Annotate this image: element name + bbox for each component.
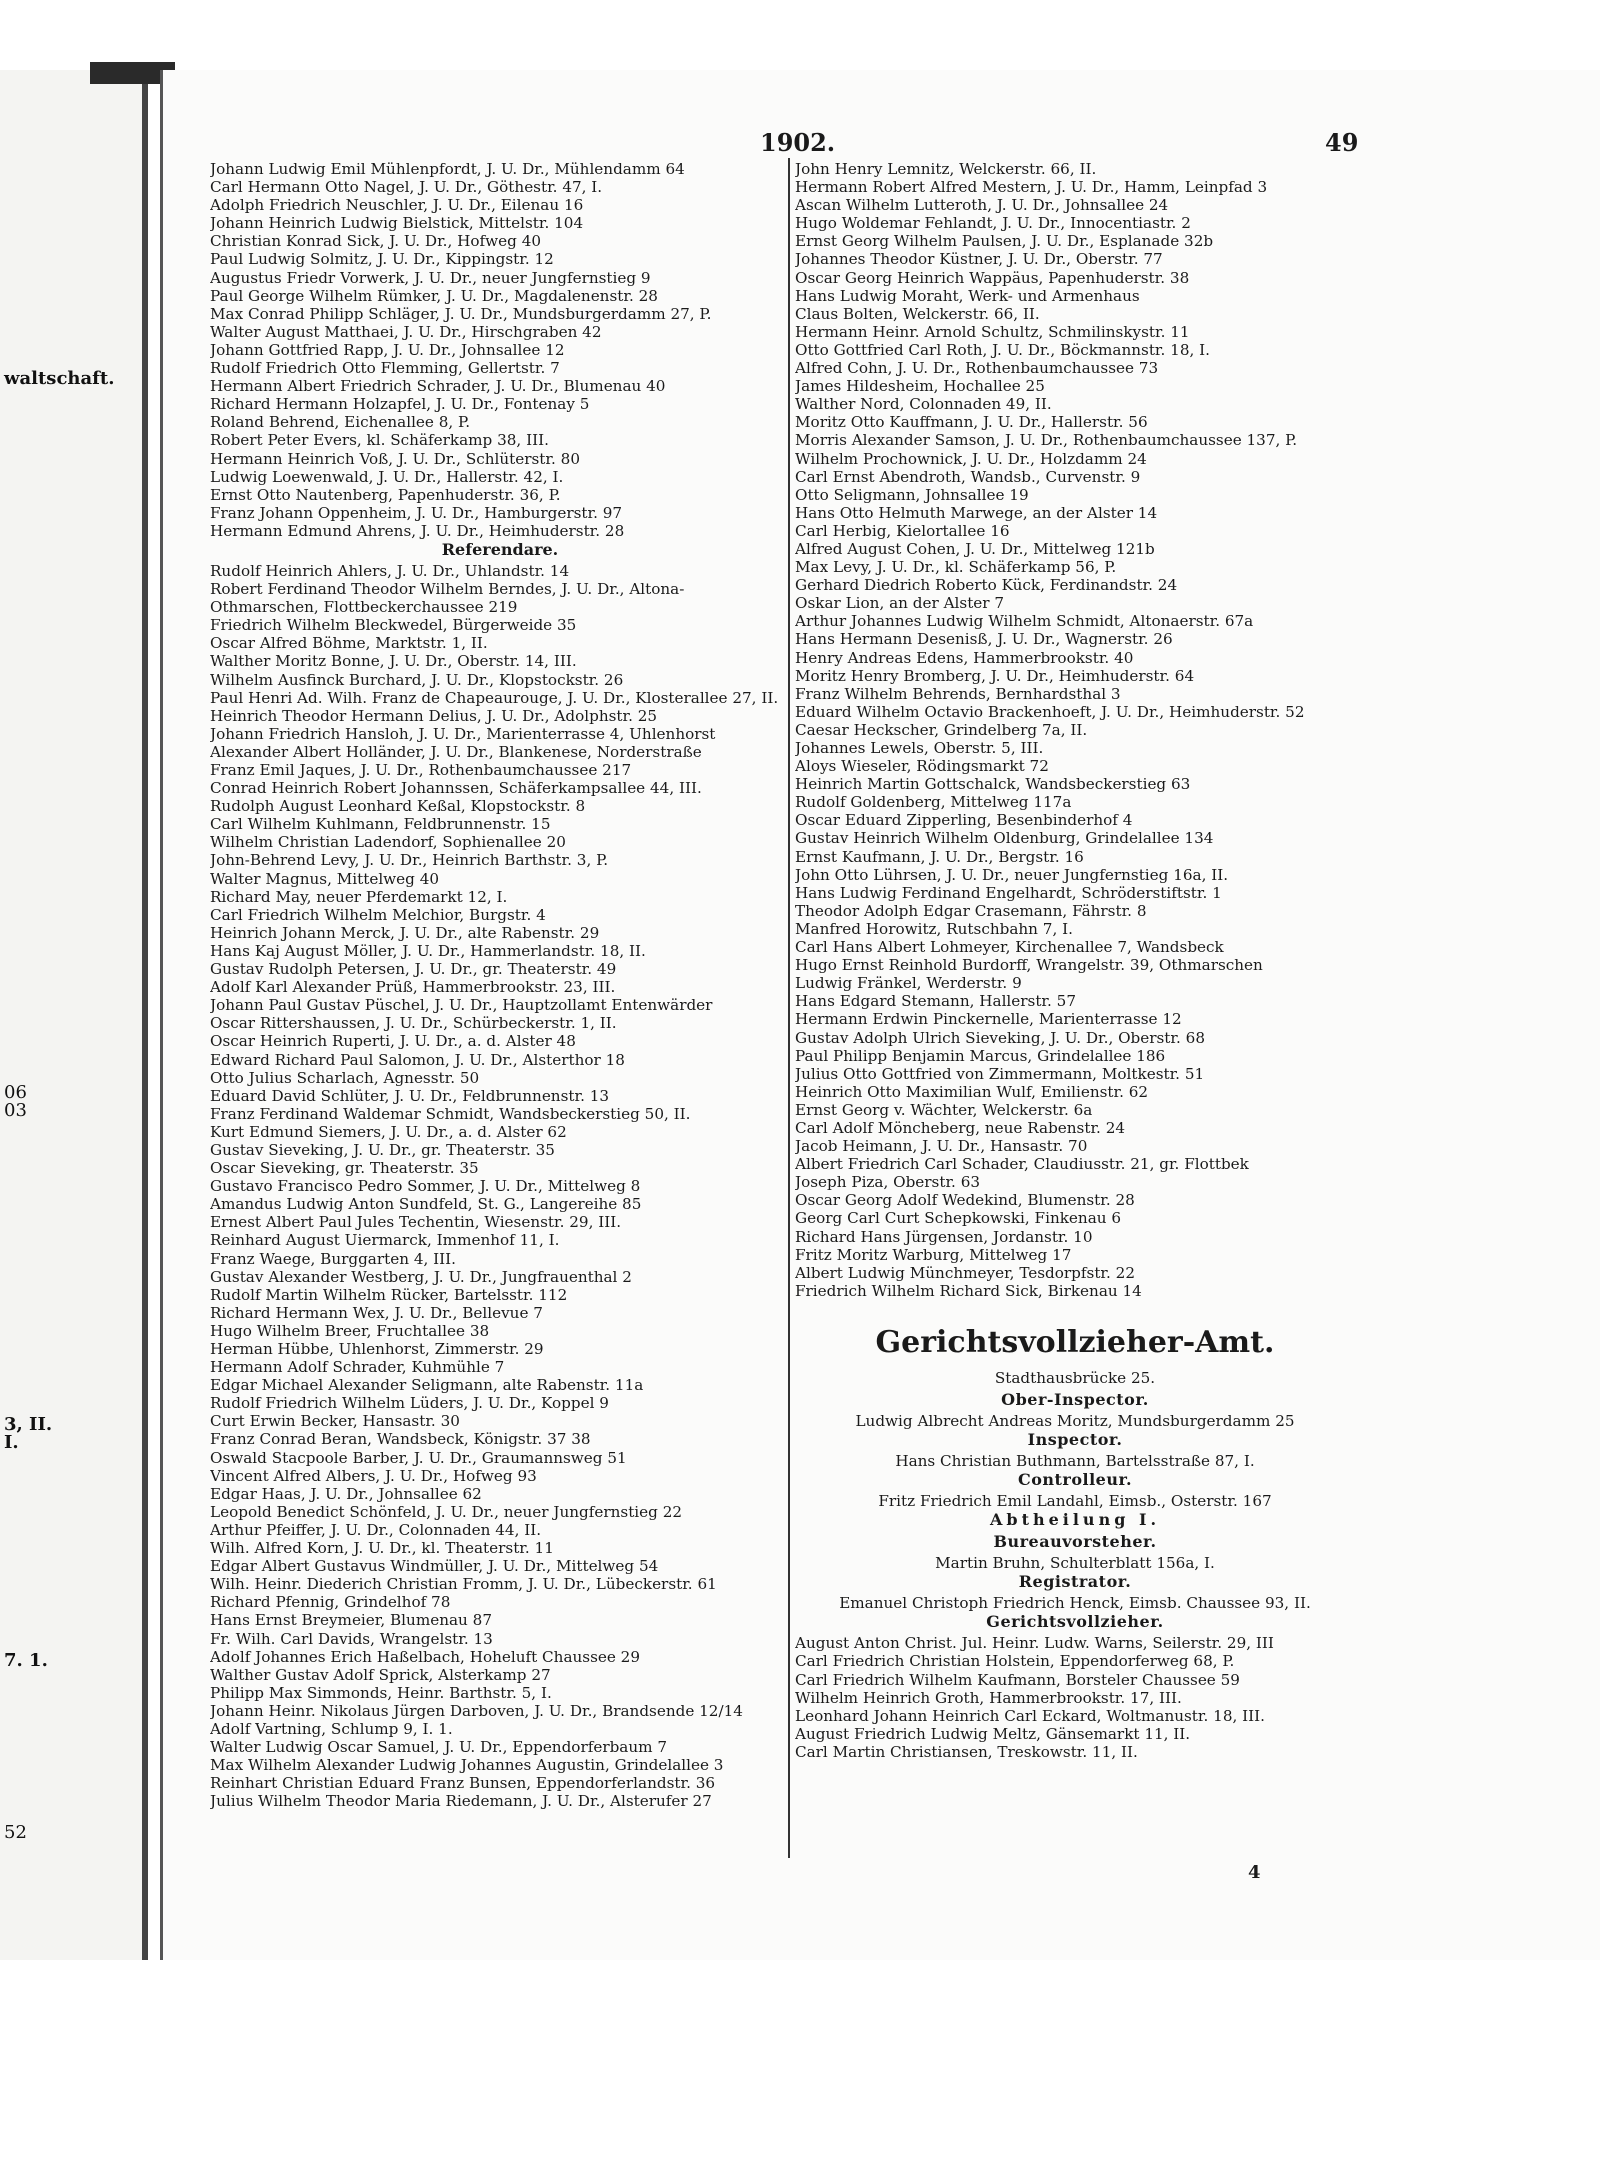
entry-line: Carl Hans Albert Lohmeyer, Kirchenallee 7, Wandsbeck	[795, 938, 1224, 957]
entry-line: Johann Paul Gustav Püschel, J. U. Dr., Hauptzollamt Entenwärder	[210, 996, 713, 1015]
entry-line: Hans Ludwig Ferdinand Engelhardt, Schröderstiftstr. 1	[795, 883, 1222, 902]
prev-page-text: waltschaft.	[4, 368, 115, 389]
prev-page-text: 06	[4, 1082, 27, 1103]
entry-line: Manfred Horowitz, Rutschbahn 7, I.	[795, 919, 1073, 938]
entry-line: Franz Waege, Burggarten 4, III.	[210, 1249, 456, 1268]
entry-line: Max Wilhelm Alexander Ludwig Johannes Augustin, Grindelallee 3	[210, 1756, 724, 1775]
entry-line: Albert Friedrich Carl Schader, Claudiusstr. 21, gr. Flottbek	[795, 1155, 1249, 1174]
section-entry: Carl Martin Christiansen, Treskowstr. 11, II.	[795, 1742, 1138, 1761]
entry-line: Eduard Wilhelm Octavio Brackenhoeft, J. U. Dr., Heimhuderstr. 52	[795, 702, 1305, 721]
entry-line: Heinrich Theodor Hermann Delius, J. U. Dr., Adolphstr. 25	[210, 706, 658, 725]
entry-line: Gustavo Francisco Pedro Sommer, J. U. Dr., Mittelweg 8	[210, 1177, 641, 1196]
entry-line: Hermann Adolf Schrader, Kuhmühle 7	[210, 1358, 505, 1377]
entry-line: Henry Andreas Edens, Hammerbrookstr. 40	[795, 648, 1134, 667]
prev-page-text: 7. 1.	[4, 1650, 48, 1671]
entry-line: Carl Herbig, Kielortallee 16	[795, 521, 1010, 540]
entry-line: Caesar Heckscher, Grindelberg 7a, II.	[795, 720, 1088, 739]
section-entry: August Anton Christ. Jul. Heinr. Ludw. Warns, Seilerstr. 29, III	[795, 1634, 1274, 1653]
entry-line: Ernst Georg v. Wächter, Welckerstr. 6a	[795, 1100, 1093, 1119]
entry-line: Gustav Alexander Westberg, J. U. Dr., Jungfrauenthal 2	[210, 1267, 632, 1286]
entry-line: Wilhelm Christian Ladendorf, Sophienallee 20	[210, 833, 566, 852]
entry-line: Friedrich Wilhelm Richard Sick, Birkenau 14	[795, 1281, 1142, 1300]
entry-line: Wilh. Alfred Korn, J. U. Dr., kl. Theaterstr. 11	[210, 1539, 554, 1558]
entry-line: Walther Nord, Colonnaden 49, II.	[795, 395, 1052, 414]
entry-line: Franz Wilhelm Behrends, Bernhardsthal 3	[795, 684, 1121, 703]
entry-line: Ernst Kaufmann, J. U. Dr., Bergstr. 16	[795, 847, 1084, 866]
entry-line: Adolf Johannes Erich Haßelbach, Hoheluft Chaussee 29	[210, 1647, 641, 1666]
section-entry: Carl Friedrich Christian Holstein, Eppendorferweg 68, P.	[795, 1652, 1235, 1671]
entry-line: Moritz Otto Kauffmann, J. U. Dr., Hallerstr. 56	[795, 413, 1148, 432]
right-column	[795, 160, 1355, 1761]
entry-line: Richard Pfennig, Grindelhof 78	[210, 1593, 451, 1612]
entry-line: Walter Magnus, Mittelweg 40	[210, 869, 440, 888]
entry-line: Hermann Robert Alfred Mestern, J. U. Dr., Hamm, Leinpfad 3	[795, 178, 1268, 197]
entry-line: Adolf Karl Alexander Prüß, Hammerbrookstr. 23, III.	[210, 978, 616, 997]
entry-line: Gustav Sieveking, J. U. Dr., gr. Theaterstr. 35	[210, 1140, 555, 1159]
section-entry: Wilhelm Heinrich Groth, Hammerbrookstr. 17, III.	[795, 1688, 1182, 1707]
prev-page-text: 03	[4, 1100, 27, 1121]
entry-line: Gustav Adolph Ulrich Sieveking, J. U. Dr., Oberstr. 68	[795, 1028, 1205, 1047]
entry-line: Walter Ludwig Oscar Samuel, J. U. Dr., Eppendorferbaum 7	[210, 1738, 668, 1757]
department-sections	[795, 1532, 1355, 1761]
section-entry: Ludwig Albrecht Andreas Moritz, Mundsburgerdamm 25	[855, 1411, 1295, 1430]
entry-line: Leopold Benedict Schönfeld, J. U. Dr., neuer Jungfernstieg 22	[210, 1502, 683, 1521]
entry-line: Hermann Heinrich Voß, J. U. Dr., Schlüterstr. 80	[210, 449, 580, 468]
entry-line: Oskar Lion, an der Alster 7	[795, 594, 1005, 613]
entry-line: Herman Hübbe, Uhlenhorst, Zimmerstr. 29	[210, 1340, 544, 1358]
entry-line: Augustus Friedr Vorwerk, J. U. Dr., neuer Jungfernstieg 9	[210, 268, 651, 287]
prev-page-text: 3, II.	[4, 1414, 53, 1435]
entry-line: Paul Ludwig Solmitz, J. U. Dr., Kippingstr. 12	[210, 250, 554, 269]
entry-line: Oscar Georg Adolf Wedekind, Blumenstr. 28	[795, 1191, 1135, 1210]
entry-line: Hugo Ernst Reinhold Burdorff, Wrangelstr. 39, Othmarschen	[795, 956, 1263, 975]
entry-line: Eduard David Schlüter, J. U. Dr., Feldbrunnenstr. 13	[210, 1086, 610, 1105]
section-heading: Bureauvorsteher.	[993, 1532, 1157, 1552]
entry-line: Edgar Haas, J. U. Dr., Johnsallee 62	[210, 1484, 482, 1503]
entry-line: Otto Seligmann, Johnsallee 19	[795, 485, 1029, 504]
entry-line: Otto Julius Scharlach, Agnesstr. 50	[210, 1068, 480, 1087]
entry-line: Otto Gottfried Carl Roth, J. U. Dr., Böckmannstr. 18, I.	[795, 340, 1210, 359]
entry-line: Ludwig Fränkel, Werderstr. 9	[795, 974, 1022, 993]
entry-line: Reinhart Christian Eduard Franz Bunsen, Eppendorferlandstr. 36	[210, 1774, 716, 1793]
entry-line: Richard Hermann Holzapfel, J. U. Dr., Fontenay 5	[210, 395, 590, 414]
entry-line: Ascan Wilhelm Lutteroth, J. U. Dr., Johnsallee 24	[795, 196, 1169, 215]
entry-line: Johannes Lewels, Oberstr. 5, III.	[795, 739, 1044, 757]
prev-page-text: I.	[4, 1432, 19, 1453]
entry-line: Johann Heinrich Ludwig Bielstick, Mittelstr. 104	[210, 214, 584, 233]
entry-line: Oscar Eduard Zipperling, Besenbinderhof 4	[795, 811, 1133, 830]
section-heading: Inspector.	[1027, 1430, 1123, 1449]
entry-line: Arthur Pfeiffer, J. U. Dr., Colonnaden 44, II.	[210, 1520, 542, 1539]
page-year-header: 1902.	[760, 128, 836, 157]
entry-line: Franz Johann Oppenheim, J. U. Dr., Hamburgerstr. 97	[210, 503, 623, 522]
entry-line: Rudolf Heinrich Ahlers, J. U. Dr., Uhlandstr. 14	[210, 561, 570, 580]
entry-line: Johann Ludwig Emil Mühlenpfordt, J. U. Dr., Mühlendamm 64	[210, 160, 685, 178]
entry-line: Hans Edgard Stemann, Hallerstr. 57	[795, 992, 1076, 1011]
entry-line: Othmarschen, Flottbeckerchaussee 219	[210, 598, 518, 617]
entry-line: Paul George Wilhelm Rümker, J. U. Dr., Magdalenenstr. 28	[210, 286, 658, 305]
entry-line: Ernest Albert Paul Jules Techentin, Wiesenstr. 29, III.	[210, 1213, 622, 1232]
section-entry: Hans Christian Buthmann, Bartelsstraße 87, I.	[895, 1452, 1255, 1470]
entry-line: Heinrich Martin Gottschalck, Wandsbeckerstieg 63	[795, 775, 1191, 794]
left-list-bottom	[210, 562, 790, 1810]
entry-line: Joseph Piza, Oberstr. 63	[795, 1173, 981, 1192]
entry-line: Hugo Wilhelm Breer, Fruchtallee 38	[210, 1321, 490, 1340]
entry-line: Kurt Edmund Siemers, J. U. Dr., a. d. Alster 62	[210, 1122, 567, 1141]
entry-line: Aloys Wieseler, Rödingsmarkt 72	[795, 757, 1049, 776]
entry-line: Edgar Michael Alexander Seligmann, alte Rabenstr. 11a	[210, 1376, 644, 1395]
entry-line: Jacob Heimann, J. U. Dr., Hansastr. 70	[795, 1137, 1088, 1156]
entry-line: Ernst Georg Wilhelm Paulsen, J. U. Dr., Esplanade 32b	[795, 232, 1214, 251]
entry-line: Christian Konrad Sick, J. U. Dr., Hofweg 40	[210, 232, 542, 251]
entry-line: Oscar Heinrich Ruperti, J. U. Dr., a. d. Alster 48	[210, 1032, 576, 1051]
entry-line: Paul Henri Ad. Wilh. Franz de Chapeaurouge, J. U. Dr., Klosterallee 27, II.	[210, 688, 779, 707]
entry-line: Claus Bolten, Welckerstr. 66, II.	[795, 304, 1040, 323]
entry-line: Hans Kaj August Möller, J. U. Dr., Hammerlandstr. 18, II.	[210, 941, 646, 960]
entry-line: Walther Gustav Adolf Sprick, Alsterkamp 27	[210, 1665, 551, 1684]
page-gutter	[142, 70, 148, 1960]
entry-line: Franz Emil Jaques, J. U. Dr., Rothenbaumchaussee 217	[210, 761, 632, 779]
entry-line: Hans Ludwig Moraht, Werk- und Armenhaus	[795, 286, 1140, 305]
entry-line: Conrad Heinrich Robert Johannssen, Schäferkampsallee 44, III.	[210, 779, 702, 798]
entry-line: Johann Gottfried Rapp, J. U. Dr., Johnsallee 12	[210, 340, 565, 359]
entry-line: Hermann Edmund Ahrens, J. U. Dr., Heimhuderstr. 28	[210, 521, 625, 540]
entry-line: Alfred Cohn, J. U. Dr., Rothenbaumchaussee 73	[795, 359, 1159, 378]
entry-line: Carl Adolf Möncheberg, neue Rabenstr. 24	[795, 1118, 1126, 1137]
entry-line: Georg Carl Curt Schepkowski, Finkenau 6	[795, 1209, 1122, 1228]
entry-line: Vincent Alfred Albers, J. U. Dr., Hofweg 93	[210, 1466, 537, 1485]
entry-line: Rudolf Friedrich Wilhelm Lüders, J. U. Dr., Koppel 9	[210, 1394, 609, 1413]
section-entry: Carl Friedrich Wilhelm Kaufmann, Borsteler Chaussee 59	[795, 1670, 1240, 1689]
left-column	[210, 160, 790, 1810]
section-entry: Emanuel Christoph Friedrich Henck, Eimsb. Chaussee 93, II.	[839, 1594, 1311, 1613]
entry-line: Richard Hans Jürgensen, Jordanstr. 10	[795, 1227, 1093, 1246]
previous-page-fragment	[0, 70, 148, 1960]
entry-line: Hermann Albert Friedrich Schrader, J. U. Dr., Blumenau 40	[210, 377, 666, 396]
entry-line: Fritz Moritz Warburg, Mittelweg 17	[795, 1245, 1072, 1264]
entry-line: Julius Wilhelm Theodor Maria Riedemann, J. U. Dr., Alsterufer 27	[210, 1792, 712, 1811]
entry-line: Gustav Heinrich Wilhelm Oldenburg, Grindelallee 134	[795, 829, 1214, 848]
entry-line: Carl Hermann Otto Nagel, J. U. Dr., Göthestr. 47, I.	[210, 178, 603, 197]
page-number: 49	[1325, 128, 1359, 157]
entry-line: Walther Moritz Bonne, J. U. Dr., Oberstr. 14, III.	[210, 652, 577, 671]
entry-line: John Henry Lemnitz, Welckerstr. 66, II.	[795, 160, 1097, 178]
entry-line: Heinrich Otto Maximilian Wulf, Emilienstr. 62	[795, 1082, 1149, 1101]
entry-line: John-Behrend Levy, J. U. Dr., Heinrich Barthstr. 3, P.	[210, 851, 609, 870]
office-title: Gerichtsvollzieher-Amt.	[875, 1324, 1275, 1360]
entry-line: Adolph Friedrich Neuschler, J. U. Dr., Eilenau 16	[210, 196, 584, 215]
entry-line: Hans Otto Helmuth Marwege, an der Alster 14	[795, 503, 1158, 522]
section-heading: Gerichtsvollzieher.	[986, 1612, 1164, 1632]
entry-line: Wilh. Heinr. Diederich Christian Fromm, J. U. Dr., Lübeckerstr. 61	[210, 1575, 717, 1594]
entry-line: Robert Peter Evers, kl. Schäferkamp 38, III.	[210, 431, 549, 450]
entry-line: Oscar Sieveking, gr. Theaterstr. 35	[210, 1159, 479, 1178]
left-list-top	[210, 160, 790, 540]
entry-line: Ernst Otto Nautenberg, Papenhuderstr. 36, P.	[210, 485, 561, 504]
right-list-top	[795, 160, 1355, 1300]
entry-line: Carl Friedrich Wilhelm Melchior, Burgstr. 4	[210, 905, 546, 924]
entry-line: Rudolf Goldenberg, Mittelweg 117a	[795, 793, 1072, 812]
entry-line: Amandus Ludwig Anton Sundfeld, St. G., Langereihe 85	[210, 1195, 642, 1214]
entry-line: Albert Ludwig Münchmeyer, Tesdorpfstr. 22	[795, 1263, 1135, 1282]
entry-line: Robert Ferdinand Theodor Wilhelm Berndes, J. U. Dr., Altona-	[210, 580, 685, 599]
entry-line: Richard May, neuer Pferdemarkt 12, I.	[210, 887, 508, 906]
entry-line: Ludwig Loewenwald, J. U. Dr., Hallerstr. 42, I.	[210, 467, 564, 486]
entry-line: Adolf Vartning, Schlump 9, I. 1.	[210, 1719, 453, 1738]
entry-line: Fr. Wilh. Carl Davids, Wrangelstr. 13	[210, 1629, 493, 1648]
entry-line: Carl Wilhelm Kuhlmann, Feldbrunnenstr. 15	[210, 815, 551, 834]
entry-line: Oswald Stacpoole Barber, J. U. Dr., Graumannsweg 51	[210, 1448, 627, 1467]
section-heading: Controlleur.	[1017, 1470, 1133, 1490]
entry-line: Gustav Rudolph Petersen, J. U. Dr., gr. Theaterstr. 49	[210, 960, 617, 979]
entry-line: John Otto Lührsen, J. U. Dr., neuer Jungfernstieg 16a, II.	[795, 865, 1229, 884]
entry-line: Oscar Georg Heinrich Wappäus, Papenhuderstr. 38	[795, 268, 1190, 287]
entry-line: Johann Friedrich Hansloh, J. U. Dr., Marienterrasse 4, Uhlenhorst	[210, 724, 716, 743]
department-title: Abtheilung I.	[989, 1510, 1161, 1530]
office-sections	[795, 1390, 1355, 1510]
entry-line: Walter August Matthaei, J. U. Dr., Hirschgraben 42	[210, 322, 602, 341]
entry-line: Max Levy, J. U. Dr., kl. Schäferkamp 56, P.	[795, 558, 1117, 577]
entry-line: Hermann Heinr. Arnold Schultz, Schmilinskystr. 11	[795, 322, 1190, 341]
section-heading: Ober-Inspector.	[1001, 1389, 1149, 1409]
section-entry: August Friedrich Ludwig Meltz, Gänsemarkt 11, II.	[795, 1724, 1191, 1743]
entry-line: Arthur Johannes Ludwig Wilhelm Schmidt, Altonaerstr. 67a	[795, 612, 1254, 631]
entry-line: Johann Heinr. Nikolaus Jürgen Darboven, J. U. Dr., Brandsende 12/14	[210, 1701, 743, 1720]
entry-line: Morris Alexander Samson, J. U. Dr., Rothenbaumchaussee 137, P.	[795, 431, 1298, 450]
entry-line: Philipp Max Simmonds, Heinr. Barthstr. 5, I.	[210, 1683, 552, 1702]
entry-line: Edgar Albert Gustavus Windmüller, J. U. Dr., Mittelweg 54	[210, 1557, 659, 1576]
entry-line: Hermann Erdwin Pinckernelle, Marienterrasse 12	[795, 1010, 1182, 1029]
entry-line: Roland Behrend, Eichenallee 8, P.	[210, 413, 471, 432]
entry-line: Alexander Albert Holländer, J. U. Dr., Blankenese, Norderstraße	[210, 742, 702, 761]
entry-line: Edward Richard Paul Salomon, J. U. Dr., Alsterthor 18	[210, 1050, 625, 1069]
entry-line: Hans Ernst Breymeier, Blumenau 87	[210, 1611, 492, 1630]
entry-line: Franz Conrad Beran, Wandsbeck, Königstr. 37 38	[210, 1430, 591, 1449]
entry-line: Wilhelm Ausfinck Burchard, J. U. Dr., Klopstockstr. 26	[210, 670, 624, 689]
section-entry: Fritz Friedrich Emil Landahl, Eimsb., Osterstr. 167	[878, 1492, 1272, 1511]
entry-line: Wilhelm Prochownick, J. U. Dr., Holzdamm 24	[795, 449, 1147, 468]
section-entry: Leonhard Johann Heinrich Carl Eckard, Woltmanustr. 18, III.	[795, 1706, 1265, 1725]
entry-line: Alfred August Cohen, J. U. Dr., Mittelweg 121b	[795, 539, 1155, 558]
entry-line: Johannes Theodor Küstner, J. U. Dr., Oberstr. 77	[795, 250, 1163, 269]
entry-line: Max Conrad Philipp Schläger, J. U. Dr., Mundsburgerdamm 27, P.	[210, 304, 712, 323]
entry-line: Oscar Rittershaussen, J. U. Dr., Schürbeckerstr. 1, II.	[210, 1014, 617, 1033]
section-heading: Registrator.	[1018, 1572, 1132, 1592]
entry-line: Julius Otto Gottfried von Zimmermann, Moltkestr. 51	[795, 1064, 1205, 1083]
entry-line: Rudolf Friedrich Otto Flemming, Gellertstr. 7	[210, 359, 560, 378]
entry-line: Moritz Henry Bromberg, J. U. Dr., Heimhuderstr. 64	[795, 666, 1195, 685]
section-entry: Martin Bruhn, Schulterblatt 156a, I.	[935, 1554, 1215, 1573]
section-title-referendare: Referendare.	[441, 539, 559, 559]
entry-line: Gerhard Diedrich Roberto Kück, Ferdinandstr. 24	[795, 576, 1178, 595]
entry-line: Rudolf Martin Wilhelm Rücker, Bartelsstr. 112	[210, 1285, 568, 1304]
entry-line: Paul Philipp Benjamin Marcus, Grindelallee 186	[795, 1046, 1166, 1065]
entry-line: Reinhard August Uiermarck, Immenhof 11, I.	[210, 1231, 560, 1250]
entry-line: Friedrich Wilhelm Bleckwedel, Bürgerweide 35	[210, 616, 577, 635]
office-address: Stadthausbrücke 25.	[994, 1368, 1156, 1387]
entry-line: Hans Hermann Desenisß, J. U. Dr., Wagnerstr. 26	[795, 630, 1173, 649]
entry-line: Curt Erwin Becker, Hansastr. 30	[210, 1412, 460, 1431]
entry-line: Theodor Adolph Edgar Crasemann, Fährstr. 8	[795, 901, 1147, 920]
entry-line: Heinrich Johann Merck, J. U. Dr., alte Rabenstr. 29	[210, 923, 600, 942]
entry-line: Hugo Woldemar Fehlandt, J. U. Dr., Innocentiastr. 2	[795, 214, 1191, 233]
footer-signature-number: 4	[1248, 1862, 1261, 1883]
entry-line: James Hildesheim, Hochallee 25	[795, 377, 1045, 396]
entry-line: Rudolph August Leonhard Keßal, Klopstockstr. 8	[210, 797, 586, 816]
entry-line: Richard Hermann Wex, J. U. Dr., Bellevue 7	[210, 1303, 543, 1322]
entry-line: Franz Ferdinand Waldemar Schmidt, Wandsbeckerstieg 50, II.	[210, 1104, 691, 1123]
entry-line: Oscar Alfred Böhme, Marktstr. 1, II.	[210, 634, 488, 653]
prev-page-text: 52	[4, 1822, 27, 1843]
entry-line: Carl Ernst Abendroth, Wandsb., Curvenstr. 9	[795, 467, 1141, 486]
